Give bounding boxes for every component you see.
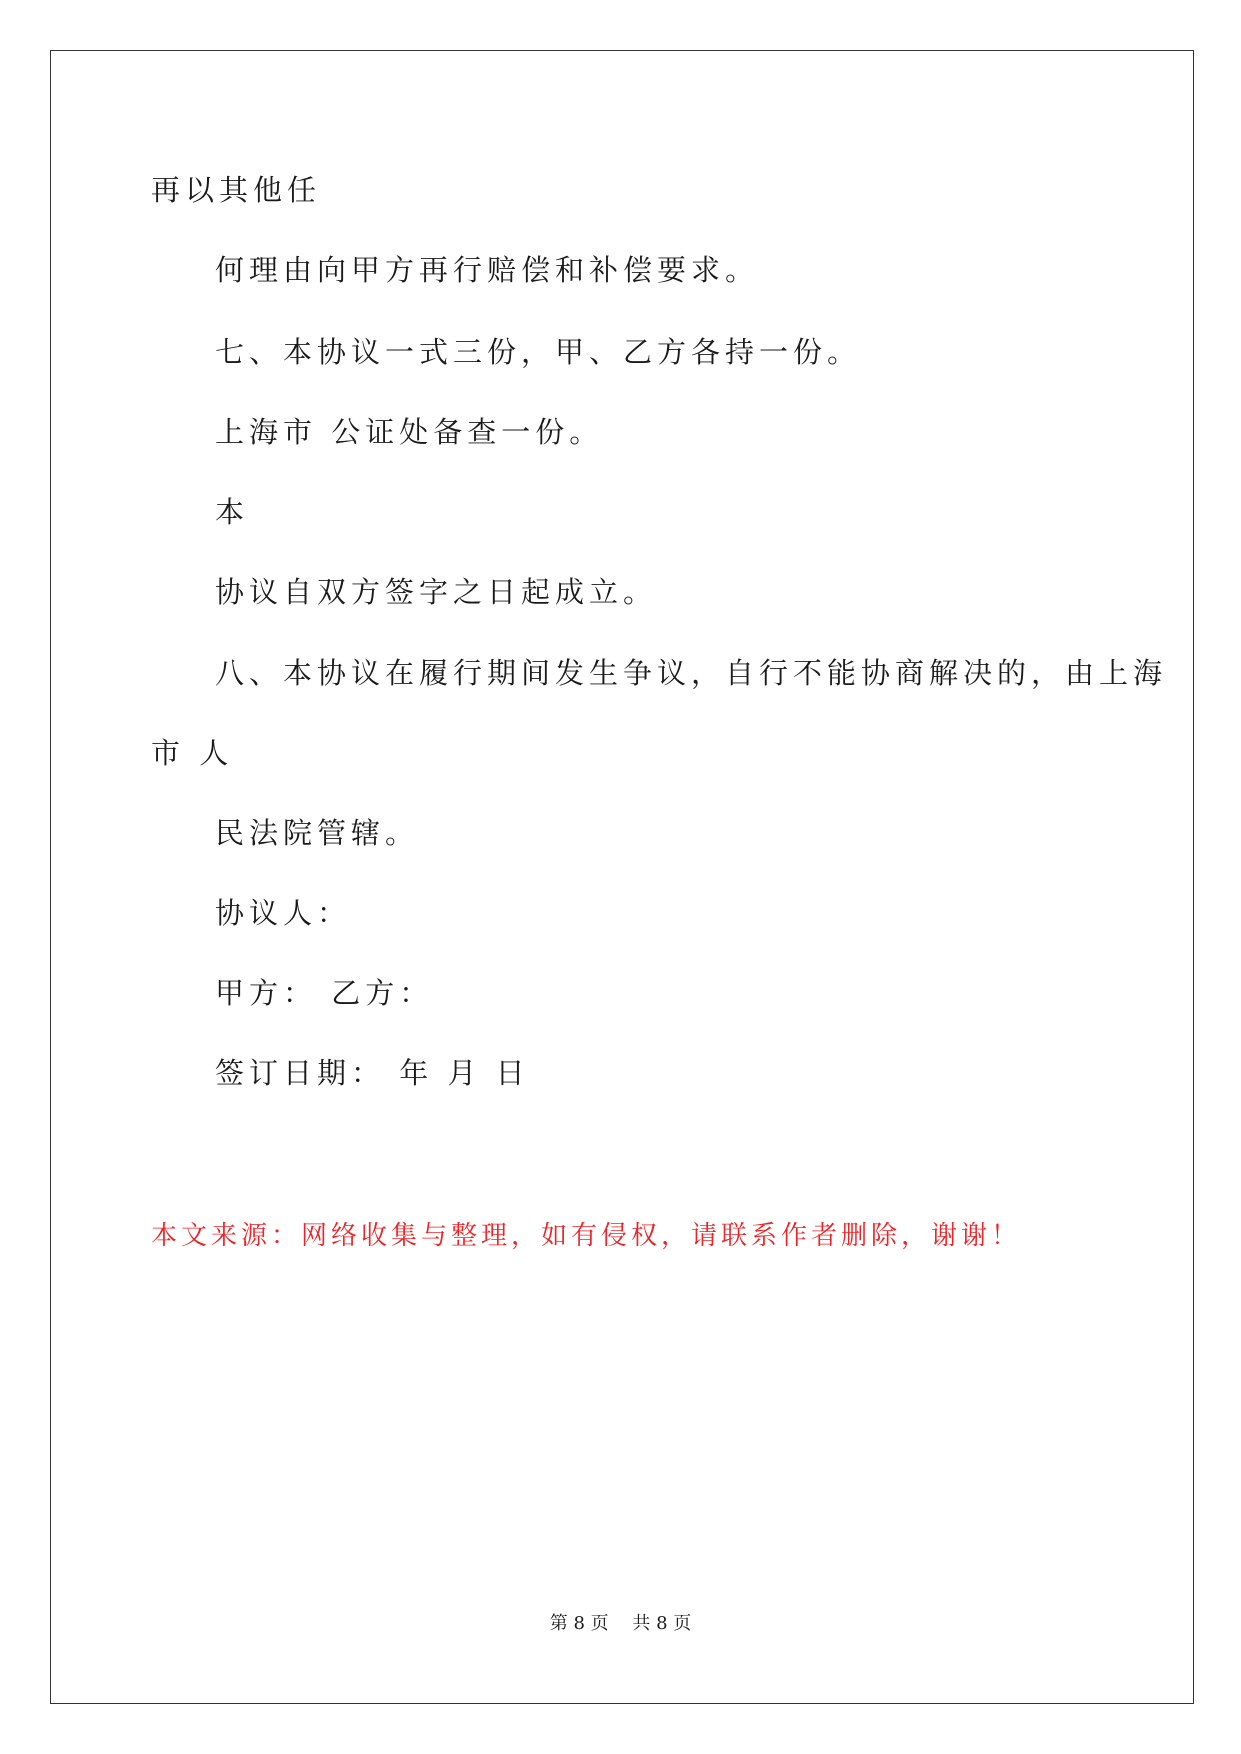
page-border	[50, 50, 1194, 1704]
clause-eight: 八、本协议在履行期间发生争议，自行不能协商解决的，由上海	[215, 656, 1168, 690]
party-labels: 甲方： 乙方：	[215, 976, 434, 1010]
body-line-2: 何理由向甲方再行赔偿和补偿要求。	[215, 253, 760, 287]
source-note: 本文来源：网络收集与整理，如有侵权，请联系作者删除，谢谢！	[151, 1221, 1022, 1251]
page-footer	[0, 1612, 1241, 1636]
body-line-4: 上海市 公证处备查一份。	[215, 415, 604, 449]
clause-seven: 七、本协议一式三份，甲、乙方各持一份。	[215, 335, 862, 369]
signing-date: 签订日期： 年 月 日	[215, 1056, 530, 1090]
body-line-6: 协议自双方签字之日起成立。	[215, 575, 658, 609]
body-line-8: 市 人	[151, 736, 234, 770]
body-line-5: 本	[215, 495, 250, 529]
page-number: 第 8 页	[549, 1613, 609, 1634]
body-line-1: 再以其他任	[151, 173, 322, 207]
signatories-label: 协议人：	[215, 896, 352, 930]
body-line-9: 民法院管辖。	[215, 816, 420, 850]
page-total: 共 8 页	[632, 1613, 692, 1634]
